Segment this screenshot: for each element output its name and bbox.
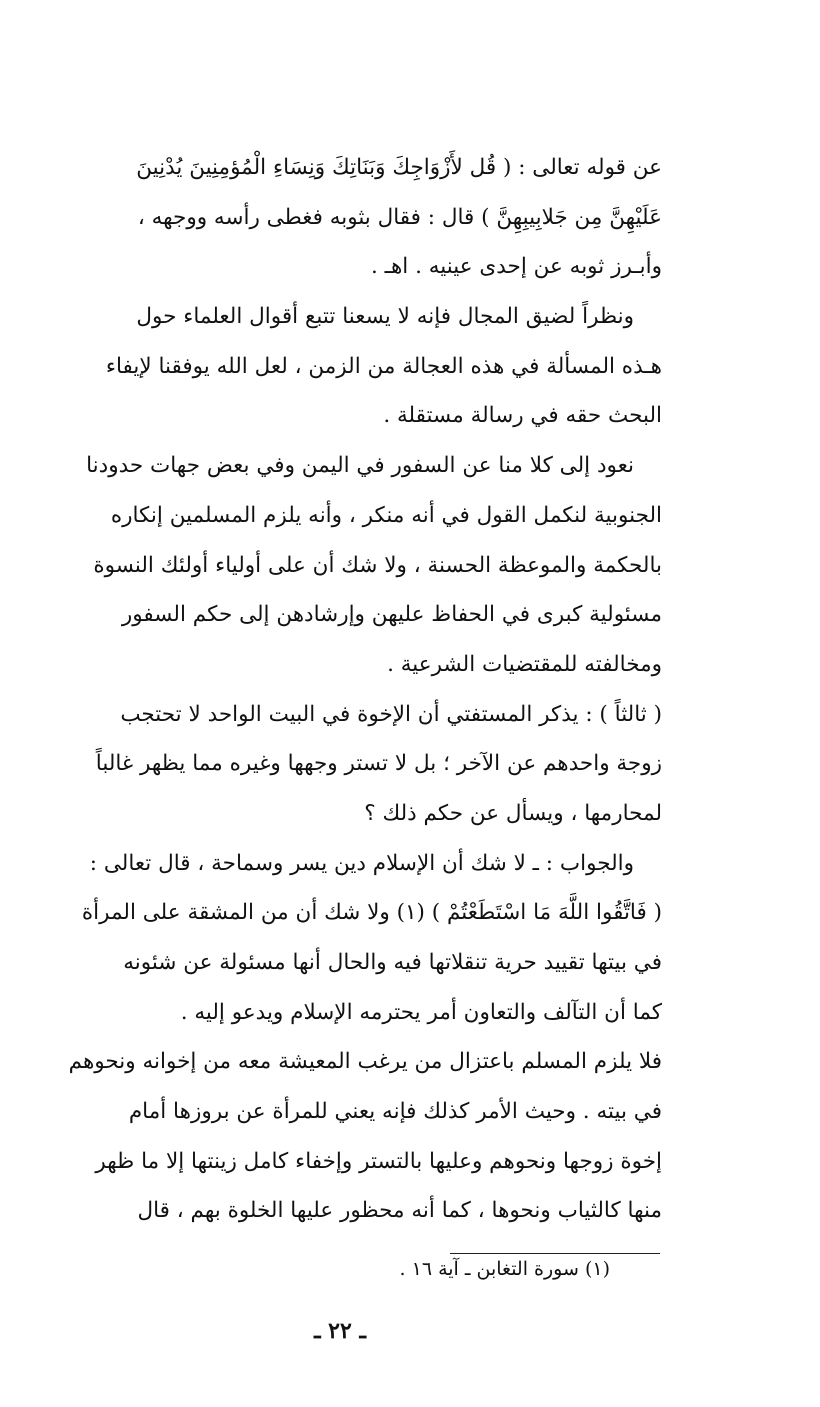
- page-number: ـ ٢٢ ـ: [314, 1318, 366, 1344]
- text-line: بالحكمة والموعظة الحسنة ، ولا شك أن على أولياء أولئك النسوة: [93, 552, 662, 578]
- text-line: في بيتها تقييد حرية تنقلاتها فيه والحال أنها مسئولة عن شئونه: [123, 950, 662, 975]
- text-line: مسئولية كبرى في الحفاظ عليهن وإرشادهن إلى حكم السفور: [121, 602, 662, 628]
- text-line: وأبـرز ثوبه عن إحدى عينيه . اهـ .: [371, 254, 662, 280]
- text-line: والجواب : ـ لا شك أن الإسلام دين يسر وسماحة ، قال تعالى :: [89, 850, 634, 876]
- text-line: في بيته . وحيث الأمر كذلك فإنه يعني للمرأة عن بروزها أمام: [128, 1099, 662, 1125]
- text-line: عن قوله تعالى : ( قُل لأَزْوَاجِكَ وَبَنَاتِكَ وَنِسَاءِ الْمُؤمِنِينَ يُدْنِينَ: [136, 155, 662, 180]
- text-line: فلا يلزم المسلم باعتزال من يرغب المعيشة معه من إخوانه ونحوهم: [68, 1049, 662, 1075]
- body-text: [44, 143, 662, 1236]
- text-line: ونظراً لضيق المجال فإنه لا يسعنا تتبع أقوال العلماء حول: [136, 304, 634, 330]
- text-line: هـذه المسألة في هذه العجالة من الزمن ، لعل الله يوفقنا لإيفاء: [105, 353, 662, 379]
- text-line: ومخالفته للمقتضيات الشرعية .: [387, 651, 662, 677]
- text-line: البحث حقه في رسالة مستقلة .: [383, 403, 662, 429]
- text-line: نعود إلى كلا منا عن السفور في اليمن وفي بعض جهات حدودنا: [86, 453, 634, 479]
- text-line: عَلَيْهِنَّ مِن جَلابِيبِهِنَّ ) قال : فقال بثوبه فغطى رأسه ووجهه ،: [137, 204, 662, 230]
- text-line: منها كالثياب ونحوها ، كما أنه محظور عليها الخلوة بهم ، قال: [137, 1198, 662, 1224]
- text-line: الجنوبية لنكمل القول في أنه منكر ، وأنه يلزم المسلمين إنكاره: [110, 502, 662, 528]
- footnote-divider: [450, 1253, 660, 1254]
- text-line: كما أن التآلف والتعاون أمر يحترمه الإسلام ويدعو إليه .: [180, 999, 662, 1025]
- text-line: لمحارمها ، ويسأل عن حكم ذلك ؟: [364, 800, 662, 826]
- text-line: ( فَاتَّقُوا اللَّهَ مَا اسْتَطَعْتُمْ ) (١) ولا شك أن من المشقة على المرأة: [81, 900, 662, 926]
- text-line: إخوة زوجها ونحوهم وعليها بالتستر وإخفاء كامل زينتها إلا ما ظهر: [95, 1148, 662, 1174]
- text-line: زوجة واحدهم عن الآخر ؛ بل لا تستر وجهها وغيره مما يظهر غالباً: [95, 751, 662, 777]
- footnote: (١) سورة التغابن ـ آية ١٦ .: [399, 1258, 610, 1280]
- text-line: ( ثالثاً ) : يذكر المستفتي أن الإخوة في البيت الواحد لا تحتجب: [120, 701, 662, 727]
